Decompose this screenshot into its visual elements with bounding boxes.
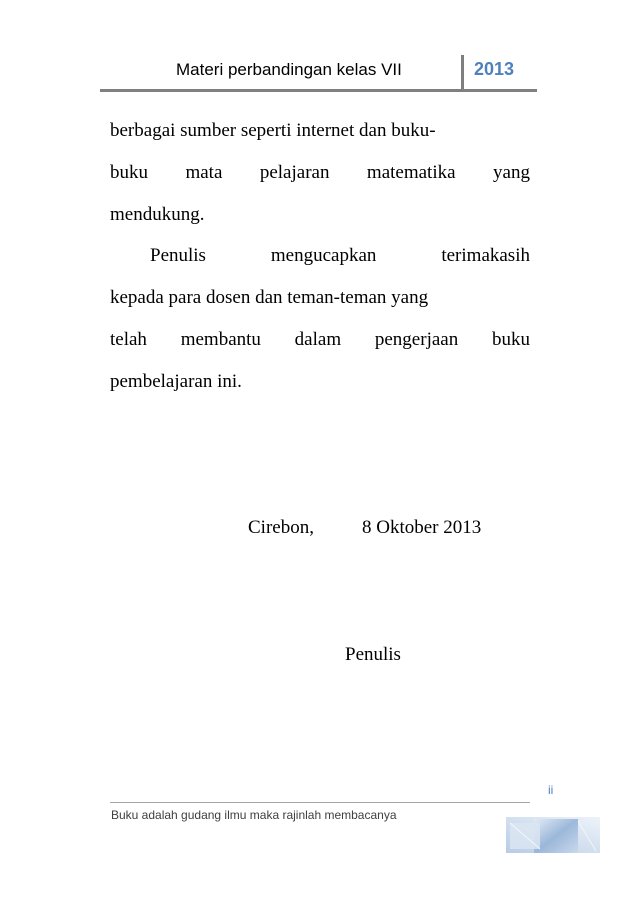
header-rule	[100, 89, 537, 92]
header-separator	[461, 55, 464, 91]
body-line-5: kepada para dosen dan teman-teman yang	[110, 287, 429, 308]
body-line-3: mendukung.	[110, 204, 205, 225]
header-title: Materi perbandingan kelas VII	[176, 60, 402, 79]
body-line-4	[150, 246, 530, 266]
word: buku	[491, 329, 530, 350]
word: mengucapkan	[270, 245, 377, 266]
signoff-date: 8 Oktober 2013	[362, 517, 482, 538]
footer-rule	[110, 802, 530, 803]
word: yang	[493, 162, 530, 183]
body-line-2	[110, 163, 530, 183]
word: telah	[110, 329, 147, 350]
signoff-city: Cirebon,	[248, 517, 314, 538]
page-number: ii	[548, 783, 554, 797]
word: Penulis	[150, 245, 206, 266]
word: terimakasih	[441, 245, 530, 266]
word: pengerjaan	[374, 329, 459, 350]
word: membantu	[180, 329, 261, 350]
body-line-7: pembelajaran ini.	[110, 371, 242, 392]
word: mata	[185, 162, 223, 183]
signoff-author: Penulis	[345, 644, 401, 665]
word: dalam	[294, 329, 342, 350]
body-line-6	[110, 330, 530, 350]
header-year: 2013	[474, 59, 515, 79]
body-line-1: berbagai sumber seperti internet dan buku-	[110, 120, 436, 141]
word: pelajaran	[259, 162, 330, 183]
footer-motto: Buku adalah gudang ilmu maka rajinlah membacanya	[111, 808, 397, 822]
word: buku	[110, 162, 148, 183]
footer-decoration-icon	[506, 815, 600, 855]
word: matematika	[366, 162, 456, 183]
